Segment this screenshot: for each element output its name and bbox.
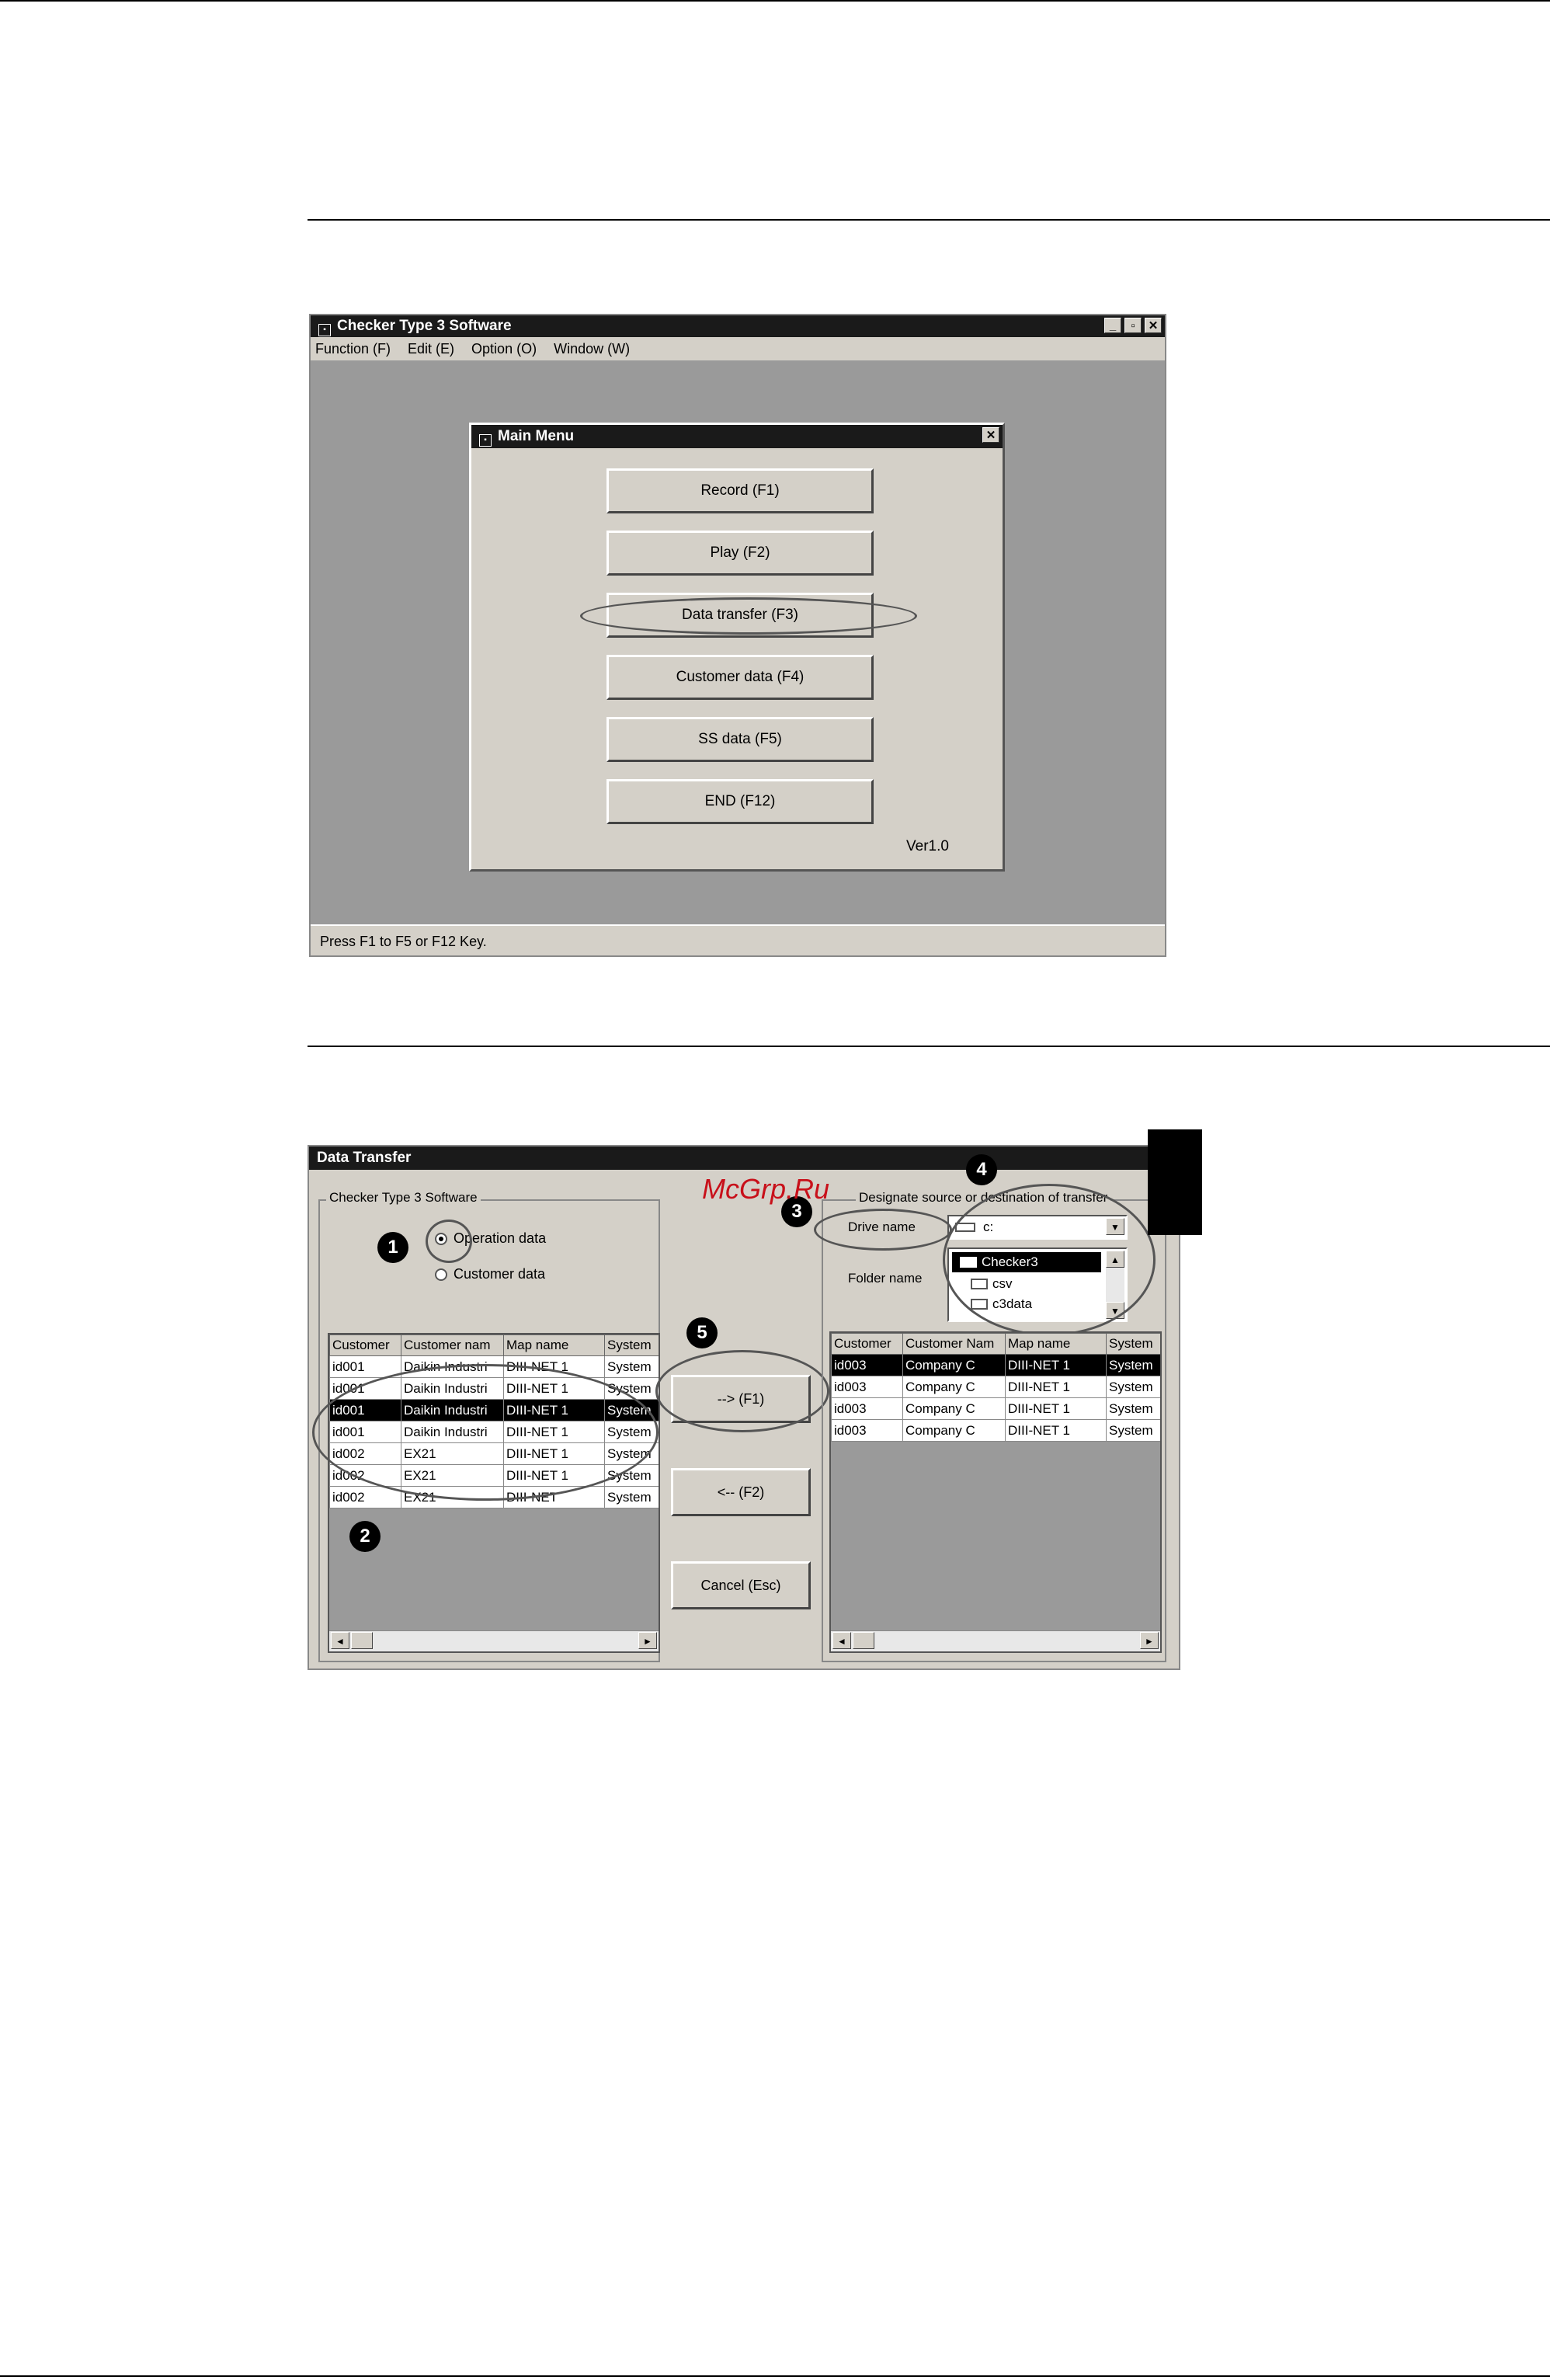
table-cell: id003 — [832, 1420, 903, 1442]
table-cell: DIII-NET 1 — [504, 1356, 605, 1378]
table-cell: id001 — [330, 1356, 401, 1378]
table-row[interactable] — [330, 1356, 661, 1378]
step-badge-3: 3 — [781, 1196, 812, 1227]
table-cell: Daikin Industri — [401, 1400, 504, 1421]
table-cell: System — [605, 1421, 661, 1443]
main-menu-dialog — [469, 423, 1005, 872]
table-cell: DIII-NET 1 — [504, 1421, 605, 1443]
col-system[interactable]: System — [1107, 1334, 1162, 1355]
table-cell: EX21 — [401, 1443, 504, 1465]
menu-function[interactable]: Function (F) — [315, 341, 391, 357]
open-folder-icon — [960, 1257, 977, 1268]
table-row[interactable] — [832, 1398, 1162, 1420]
table-cell: DIII-NET 1 — [504, 1465, 605, 1487]
table-cell: System — [605, 1378, 661, 1400]
folder-name-label: Folder name — [848, 1271, 923, 1286]
data-transfer-button[interactable]: Data transfer (F3) — [606, 593, 874, 638]
operation-data-label: Operation data — [454, 1230, 547, 1246]
table-cell: Daikin Industri — [401, 1356, 504, 1378]
folder-list[interactable] — [947, 1247, 1128, 1322]
scroll-left-icon[interactable]: ◄ — [331, 1632, 349, 1649]
destination-data-grid[interactable] — [831, 1333, 1162, 1442]
table-cell: DIII-NET 1 — [504, 1378, 605, 1400]
table-cell: id002 — [330, 1487, 401, 1508]
scroll-up-icon[interactable]: ▲ — [1106, 1251, 1124, 1268]
table-cell: DIII-NET 1 — [1006, 1376, 1107, 1398]
step-badge-4: 4 — [966, 1154, 997, 1185]
drive-select[interactable] — [947, 1215, 1128, 1240]
folder-item-checker3[interactable] — [952, 1252, 1101, 1272]
table-cell: Daikin Industri — [401, 1378, 504, 1400]
menu-bar — [311, 337, 1165, 360]
table-cell: Company C — [903, 1420, 1006, 1442]
cancel-button[interactable]: Cancel (Esc) — [671, 1561, 811, 1609]
table-cell: System — [605, 1443, 661, 1465]
play-button[interactable]: Play (F2) — [606, 531, 874, 576]
app-title-bar — [311, 315, 1165, 337]
table-cell: System — [1107, 1355, 1162, 1376]
col-customer[interactable]: Customer — [832, 1334, 903, 1355]
operation-data-radio[interactable] — [435, 1230, 546, 1247]
folder-label: c3data — [992, 1296, 1033, 1311]
data-transfer-title: Data Transfer — [317, 1150, 412, 1166]
table-row[interactable] — [330, 1400, 661, 1421]
record-button[interactable]: Record (F1) — [606, 468, 874, 513]
table-cell: System — [1107, 1376, 1162, 1398]
table-row[interactable] — [832, 1355, 1162, 1376]
main-menu-title-bar — [471, 425, 1003, 448]
table-cell: id003 — [832, 1355, 903, 1376]
data-transfer-title-bar — [309, 1147, 1179, 1170]
table-cell: id001 — [330, 1400, 401, 1421]
source-data-grid[interactable] — [329, 1334, 660, 1508]
menu-window[interactable]: Window (W) — [554, 341, 631, 357]
app-title: Checker Type 3 Software — [337, 318, 512, 334]
maximize-button[interactable]: ▫ — [1124, 318, 1142, 333]
table-cell: System — [1107, 1398, 1162, 1420]
table-cell: DIII-NET 1 — [504, 1443, 605, 1465]
menu-option[interactable]: Option (O) — [471, 341, 537, 357]
drive-icon — [955, 1223, 975, 1232]
table-cell: EX21 — [401, 1465, 504, 1487]
scroll-thumb[interactable] — [853, 1632, 874, 1649]
scroll-left-icon[interactable]: ◄ — [832, 1632, 851, 1649]
table-cell: id001 — [330, 1378, 401, 1400]
table-cell: DIII-NET 1 — [1006, 1355, 1107, 1376]
scroll-right-icon[interactable]: ► — [1140, 1632, 1159, 1649]
table-cell: id002 — [330, 1465, 401, 1487]
folder-item-csv[interactable] — [952, 1274, 1013, 1294]
step-badge-1: 1 — [377, 1232, 408, 1263]
table-cell: System — [605, 1487, 661, 1508]
source-hscrollbar[interactable] — [329, 1630, 659, 1651]
step-badge-5: 5 — [686, 1317, 718, 1348]
folder-label: Checker3 — [982, 1254, 1038, 1269]
col-map-name[interactable]: Map name — [1006, 1334, 1107, 1355]
table-cell: id001 — [330, 1421, 401, 1443]
table-row[interactable] — [832, 1420, 1162, 1442]
close-button[interactable]: ✕ — [1145, 318, 1162, 333]
status-bar: Press F1 to F5 or F12 Key. — [311, 924, 1165, 955]
destination-table — [829, 1331, 1162, 1653]
table-cell: EX21 — [401, 1487, 504, 1508]
destination-group-label: Designate source or destination of transfer — [856, 1190, 1110, 1206]
table-cell: id002 — [330, 1443, 401, 1465]
main-menu-title: Main Menu — [498, 428, 575, 444]
checker-app-window — [309, 314, 1166, 957]
table-cell: Daikin Industri — [401, 1421, 504, 1443]
bottom-rule — [0, 2375, 1550, 2377]
table-cell: DIII-NET — [504, 1487, 605, 1508]
table-cell: System — [605, 1465, 661, 1487]
minimize-button[interactable]: _ — [1104, 318, 1121, 333]
table-row[interactable] — [330, 1487, 661, 1508]
scroll-down-icon[interactable]: ▼ — [1106, 1302, 1124, 1319]
folder-label: csv — [992, 1276, 1013, 1291]
end-button[interactable]: END (F12) — [606, 779, 874, 824]
table-row[interactable] — [330, 1378, 661, 1400]
folder-vscrollbar[interactable] — [1106, 1251, 1124, 1319]
transfer-left-button[interactable]: <-- (F2) — [671, 1468, 811, 1516]
step-badge-2: 2 — [349, 1521, 381, 1552]
data-transfer-window — [308, 1145, 1180, 1670]
table-cell: DIII-NET 1 — [1006, 1420, 1107, 1442]
black-corner-tab — [1148, 1129, 1202, 1235]
drive-value: c: — [983, 1220, 994, 1234]
dialog-close-button[interactable]: ✕ — [982, 427, 999, 443]
scroll-thumb[interactable] — [351, 1632, 373, 1649]
scroll-right-icon[interactable]: ► — [638, 1632, 657, 1649]
customer-data-label: Customer data — [454, 1266, 546, 1282]
app-icon: ▪ — [318, 324, 331, 336]
menu-edit[interactable]: Edit (E) — [408, 341, 455, 357]
table-cell: DIII-NET 1 — [504, 1400, 605, 1421]
col-customer-name[interactable]: Customer Nam — [903, 1334, 1006, 1355]
col-customer-name[interactable]: Customer nam — [401, 1335, 504, 1356]
destination-hscrollbar[interactable] — [831, 1630, 1160, 1651]
version-label: Ver1.0 — [906, 838, 949, 854]
section-rule-2 — [308, 1046, 1550, 1047]
table-cell: Company C — [903, 1398, 1006, 1420]
table-cell: Company C — [903, 1376, 1006, 1398]
table-cell: id003 — [832, 1376, 903, 1398]
ss-data-button[interactable]: SS data (F5) — [606, 717, 874, 762]
folder-item-c3data[interactable] — [952, 1294, 1032, 1314]
table-cell: DIII-NET 1 — [1006, 1398, 1107, 1420]
table-row[interactable] — [330, 1443, 661, 1465]
folder-icon — [971, 1279, 988, 1289]
customer-data-button[interactable]: Customer data (F4) — [606, 655, 874, 700]
table-cell: System — [605, 1400, 661, 1421]
drive-name-label: Drive name — [848, 1220, 916, 1234]
section-rule-1 — [308, 219, 1550, 221]
radio-empty-icon — [435, 1268, 447, 1281]
source-group-label: Checker Type 3 Software — [326, 1190, 481, 1206]
table-row[interactable] — [330, 1465, 661, 1487]
transfer-right-button[interactable]: --> (F1) — [671, 1375, 811, 1423]
dialog-icon: ▪ — [479, 434, 492, 447]
table-cell: System — [1107, 1420, 1162, 1442]
col-system[interactable]: System — [605, 1335, 661, 1356]
table-cell: id003 — [832, 1398, 903, 1420]
radio-selected-icon — [435, 1233, 447, 1245]
table-row[interactable] — [330, 1421, 661, 1443]
col-map-name[interactable]: Map name — [504, 1335, 605, 1356]
watermark: McGrp.Ru — [702, 1173, 830, 1205]
table-cell: System — [605, 1356, 661, 1378]
top-rule — [0, 0, 1550, 2]
table-row[interactable] — [832, 1376, 1162, 1398]
source-table — [328, 1333, 660, 1653]
table-cell: Company C — [903, 1355, 1006, 1376]
col-customer[interactable]: Customer — [330, 1335, 401, 1356]
drive-dropdown-icon[interactable]: ▼ — [1106, 1218, 1124, 1235]
folder-icon — [971, 1299, 988, 1310]
customer-data-radio[interactable] — [435, 1266, 545, 1282]
